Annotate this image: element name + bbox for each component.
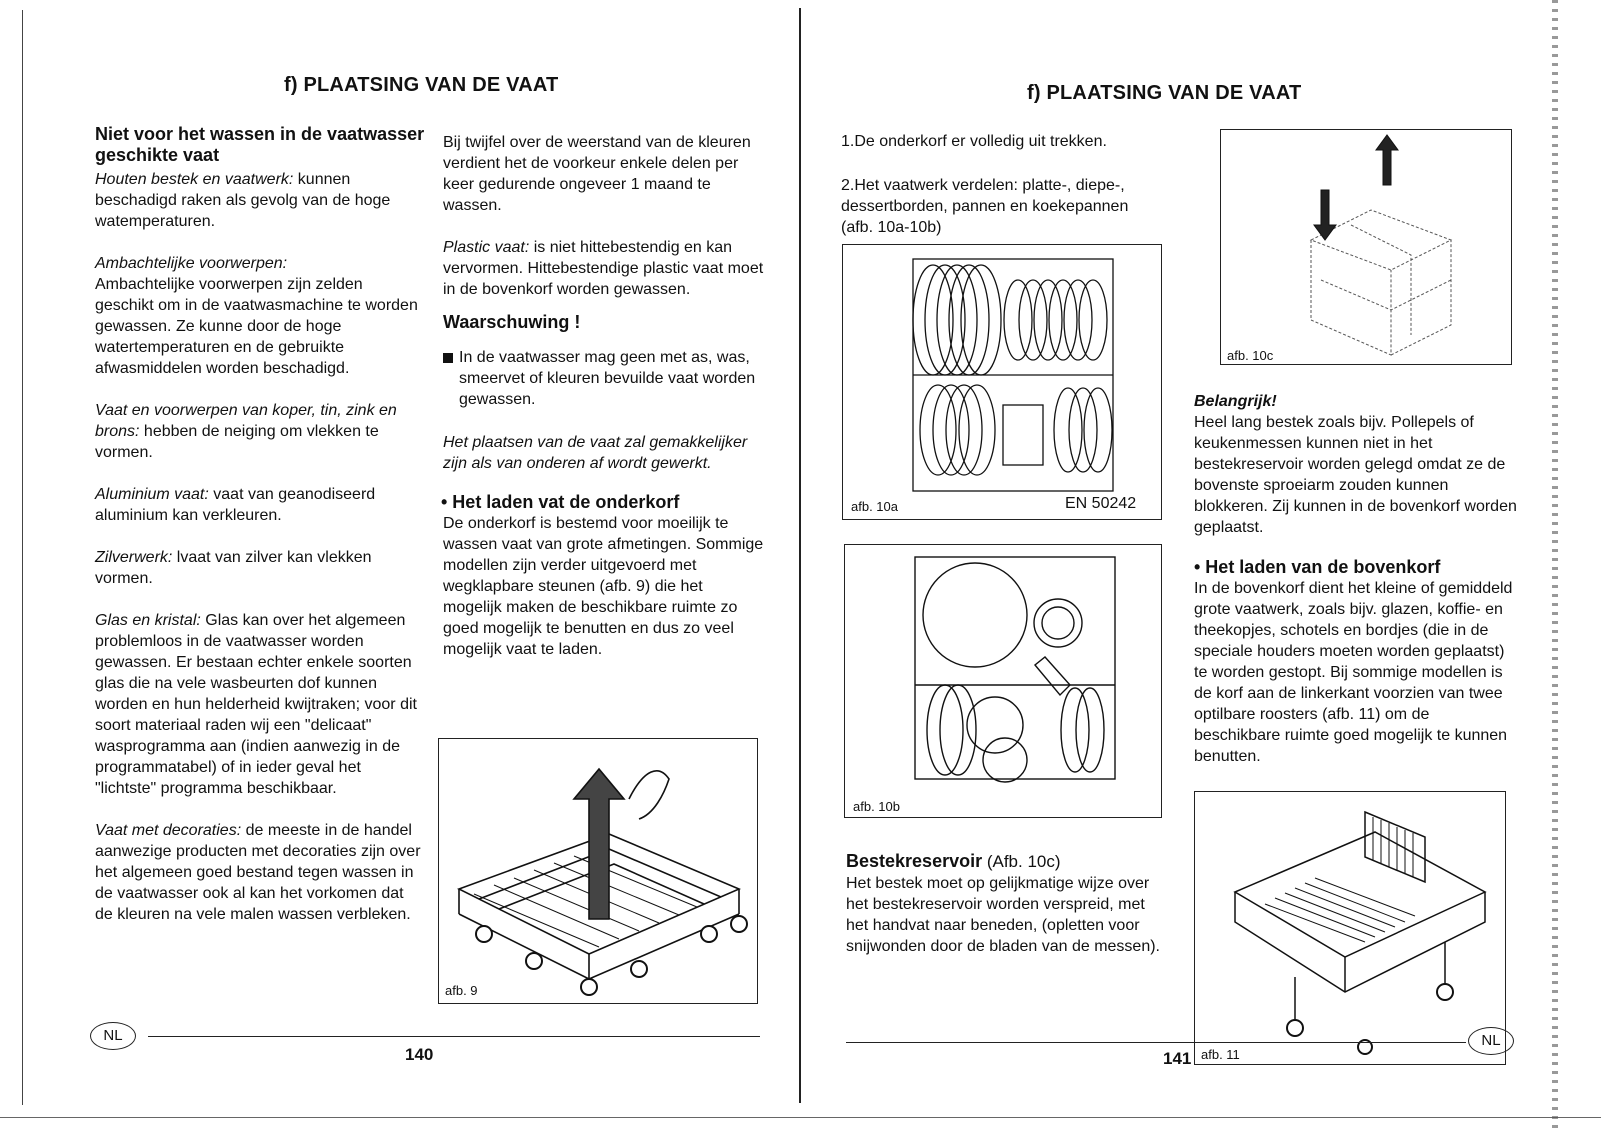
lower-basket-heading: • Het laden vat de onderkorf: [441, 492, 680, 512]
figure-11-upper-basket: [1194, 791, 1506, 1065]
warning-item: In de vaatwasser mag geen met as, was, smeervet of kleuren bevuilde vaat worden gewassen.: [443, 347, 765, 410]
left-column-1: [95, 124, 425, 946]
bottom-edge-line: [0, 1117, 1601, 1118]
unsuitable-heading: Niet voor het wassen in de vaatwasser geschikte vaat: [95, 124, 425, 165]
footer-rule-right: [846, 1042, 1466, 1043]
decorations-paragraph: Vaat met decoraties: de meeste in de handel aanwezige producten met decoraties zijn over het algemeen goed bestand tegen wassen in de vaatwasser ook al kan het vorkomen dat de kleuren na vele malen wassen verbleken.: [95, 822, 421, 923]
cutlery-section: [846, 851, 1166, 957]
lower-basket-text: De onderkorf is bestemd voor moeilijk te wassen vaat van grote afmetingen. Sommige modellen zijn verder uitgevoerd met wegklapbare steunen (afb. 9) die het mogelijk maken de beschikbare ruimte zo goed mogelijk te benutten en dus zo veel mogelijk vaat te laden.: [443, 515, 764, 658]
figure-10a-lower-load: [842, 244, 1162, 520]
page-number-right: 141: [1163, 1049, 1192, 1068]
page-spine: [799, 8, 801, 1103]
standard-code: EN 50242: [1065, 495, 1137, 512]
wood-paragraph: Houten bestek en vaatwerk: kunnen beschadigd raken als gevolg van de hoge watemperaturen.: [95, 171, 391, 230]
footer-rule-left: [148, 1036, 760, 1037]
cutlery-text: Het bestek moet op gelijkmatige wijze over het bestekreservoir worden verspreid, met het handvat naar beneden, (opletten voor snijwonden door de bladen van de messen).: [846, 875, 1160, 955]
right-page-title: f) PLAATSING VAN DE VAAT: [1027, 82, 1302, 104]
cutlery-heading: Bestekreservoir (Afb. 10c): [846, 851, 1061, 871]
figure-10b-lower-load: [844, 544, 1162, 818]
figure-11-caption: afb. 11: [1201, 1047, 1240, 1062]
language-badge-right: NL: [1468, 1027, 1514, 1055]
figure-9-caption: afb. 9: [445, 983, 478, 998]
language-badge-left: NL: [90, 1022, 136, 1050]
figure-10c-cutlery-basket: [1220, 129, 1512, 365]
glass-paragraph: Glas en kristal: Glas kan over het algemeen problemloos in de vaatwasser worden gewassen. Er bestaan echter enkele soorten glas die na vele wasbeurten dof kunnen worden en hun helderheid kwijtraken; voor dit soort materiaal raden wij een "delicaat" wasprogramma aan (indien aanwezig in de programmatabel) of in ieder geval het "lichtste" programma beschikbaar.: [95, 612, 417, 797]
figure-9-lower-basket: [438, 738, 758, 1004]
important-heading: Belangrijk!: [1194, 393, 1277, 410]
loading-tip: Het plaatsen van de vaat zal gemakkelijker zijn als van onderen af wordt gewerkt.: [443, 434, 748, 472]
silver-paragraph: Zilverwerk: lvaat van zilver kan vlekken vormen.: [95, 549, 372, 587]
left-edge-line: [22, 10, 23, 1105]
lower-basket-plates-illustration: [843, 245, 1161, 519]
upper-basket-text: In de bovenkorf dient het kleine of gemiddeld grote vaatwerk, zoals bijv. glazen, koffie- en theekopjes, schotels en bordjes (die in de speciale houders moeten worden geplaatst) te worden gestopt. Bij sommige modellen is de korf aan de linkerkant voorzien van twee optilbare roosters (afb. 11) om de beschikbare ruimte goed mogelijk te kunnen benutten.: [1194, 580, 1513, 765]
plastic-paragraph: Plastic vaat: is niet hittebestendig en kan vervormen. Hittebestendige plastic vaat moet in de bovenkorf worden gewassen.: [443, 239, 764, 298]
left-page-title: f) PLAATSING VAN DE VAAT: [284, 74, 559, 96]
square-bullet-icon: [443, 353, 453, 363]
aluminium-paragraph: Aluminium vaat: vaat van geanodiseerd aluminium kan verkleuren.: [95, 486, 376, 524]
lower-basket-illustration: [439, 739, 757, 1003]
figure-10c-caption: afb. 10c: [1227, 348, 1274, 363]
figure-10b-caption: afb. 10b: [853, 799, 900, 814]
upper-basket-heading: • Het laden van de bovenkorf: [1194, 557, 1441, 577]
colour-paragraph: Bij twijfel over de weerstand van de kleuren verdient het de voorkeur enkele delen per keer gedurende ongeveer 1 maand te wassen.: [443, 134, 751, 214]
step-2: 2.Het vaatwerk verdelen: platte-, diepe-, dessertborden, pannen en koekepannen (afb. 10a-10b): [841, 177, 1129, 236]
figure-10a-caption: afb. 10a: [851, 499, 898, 514]
lower-basket-pans-illustration: [845, 545, 1161, 817]
upper-basket-section: [1194, 557, 1520, 767]
copper-paragraph: Vaat en voorwerpen van koper, tin, zink en brons: hebben de neiging om vlekken te vormen.: [95, 402, 397, 461]
upper-basket-illustration: [1195, 792, 1505, 1064]
page-number-left: 140: [405, 1045, 434, 1064]
important-text: Heel lang bestek zoals bijv. Pollepels of keukenmessen kunnen niet in het bestekreservoir worden gelegd omdat ze de bovenste sproeiarm zouden kunnen blokkeren. Zij kunnen in de bovenkorf worden geplaatst.: [1194, 414, 1517, 536]
crafts-paragraph: Ambachtelijke voorwerpen: Ambachtelijke voorwerpen zijn zelden geschikt om in de vaatwasmachine te worden gewassen. Ze kunne door de hoge watertemperaturen en de gebruikte afwasmiddelen worden beschadigd.: [95, 255, 418, 377]
left-column-2: [443, 132, 765, 660]
step-1: 1.De onderkorf er volledig uit trekken.: [841, 133, 1107, 150]
cutlery-basket-illustration: [1221, 130, 1511, 364]
important-section: [1194, 391, 1524, 538]
warning-heading: Waarschuwing !: [443, 312, 581, 332]
right-edge-mark: [1552, 0, 1558, 1131]
